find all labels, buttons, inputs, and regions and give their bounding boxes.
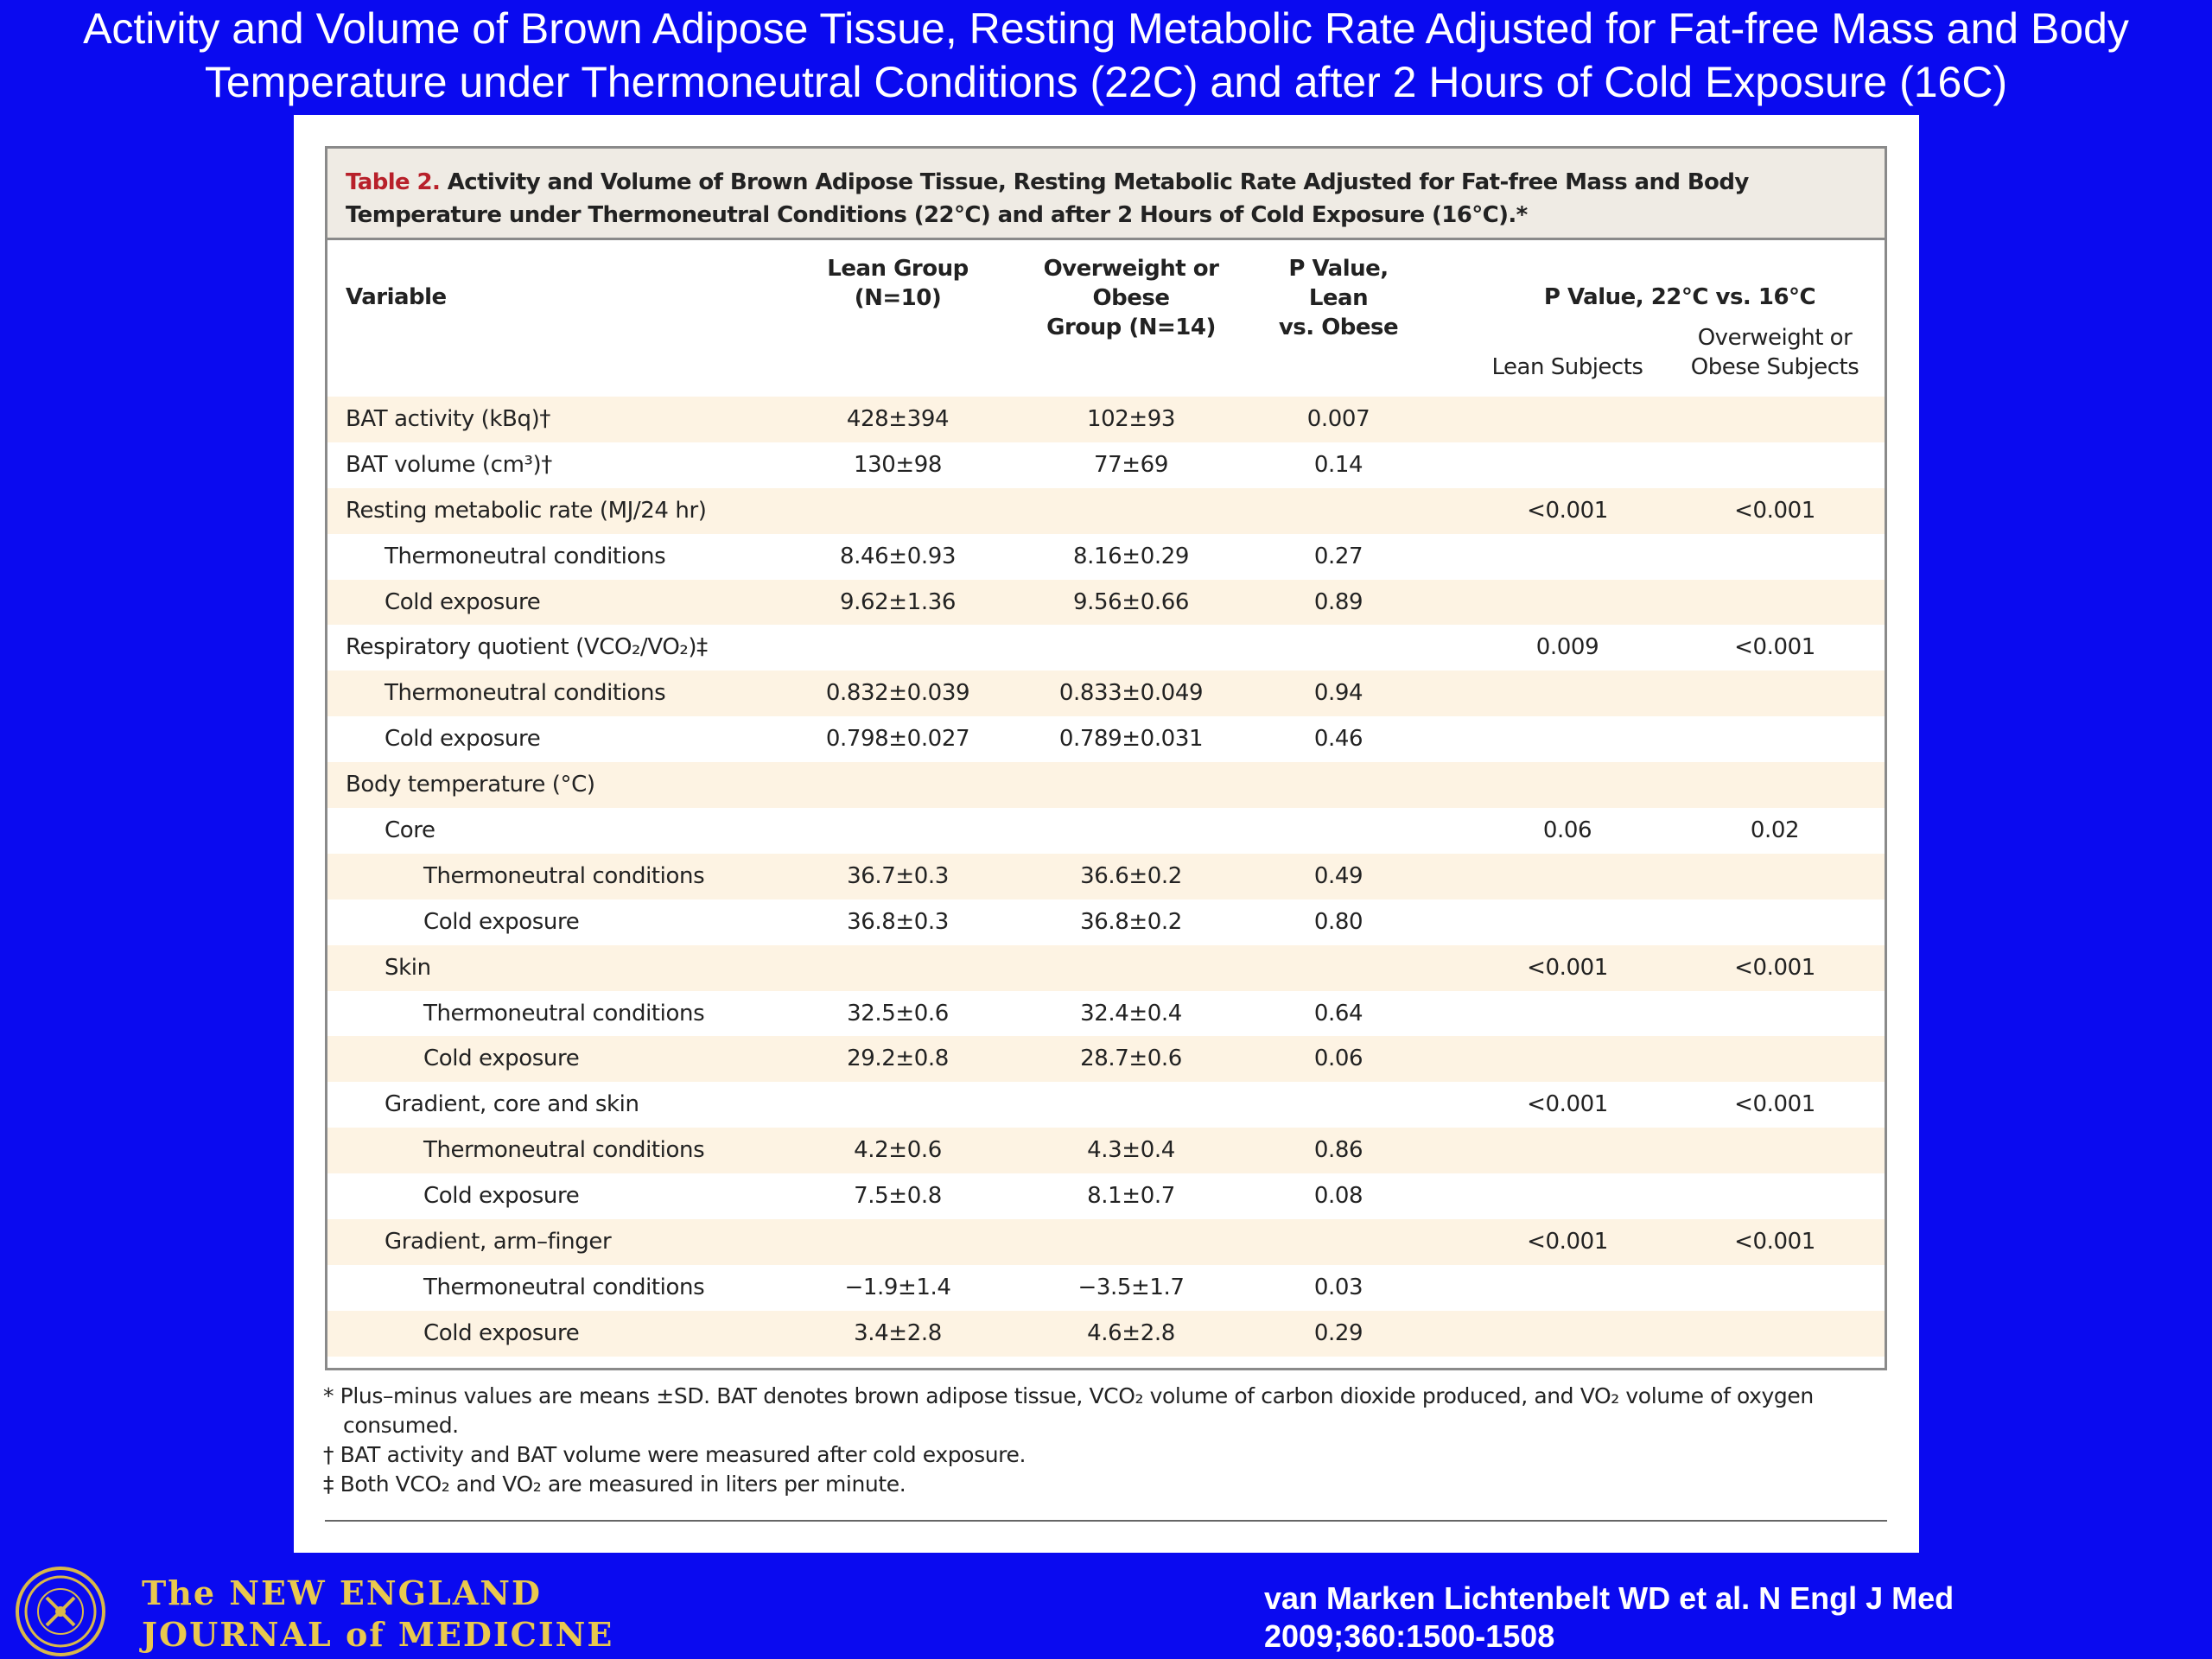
cell-lean-group: 428±394	[846, 406, 950, 432]
cell-p-lean-vs-obese: 0.64	[1313, 1000, 1363, 1027]
table-row	[327, 1082, 1885, 1128]
header-lean-subjects: Lean Subjects	[1491, 354, 1643, 380]
header-pval-line2: vs. Obese	[1278, 315, 1399, 340]
header-lean-group	[803, 254, 993, 313]
row-label: Respiratory quotient (VCO₂/VO₂)‡	[346, 634, 708, 661]
row-label: Cold exposure	[385, 588, 541, 615]
table-row	[327, 1219, 1885, 1265]
cell-p-obese-subjects: <0.001	[1734, 497, 1815, 524]
citation	[1264, 1580, 1954, 1656]
citation-line2: 2009;360:1500-1508	[1264, 1618, 1555, 1654]
footnote-divider	[325, 1520, 1887, 1522]
row-label: BAT volume (cm³)†	[346, 451, 552, 478]
slide-title: Activity and Volume of Brown Adipose Tissue, Resting Metabolic Rate Adjusted for Fat-free Mass and Body Temperature under Thermoneutral Conditions (22C) and after 2 Hours of Cold Exposure (16C)	[83, 4, 2129, 106]
cell-p-obese-subjects: <0.001	[1734, 954, 1815, 981]
cell-p-lean-subjects: <0.001	[1527, 954, 1608, 981]
row-label: Gradient, core and skin	[385, 1091, 639, 1118]
table-body	[327, 397, 1885, 1357]
cell-obese-group: 28.7±0.6	[1080, 1046, 1182, 1072]
table-row	[327, 1311, 1885, 1357]
cell-lean-group: 36.7±0.3	[847, 862, 949, 889]
row-label: Thermoneutral conditions	[385, 680, 666, 707]
header-lean-line2: (N=10)	[854, 285, 942, 311]
table-row	[327, 580, 1885, 626]
journal-seal-icon	[16, 1567, 105, 1656]
cell-obese-group: 32.4±0.4	[1080, 1000, 1182, 1027]
cell-p-obese-subjects: <0.001	[1734, 634, 1815, 661]
row-label: Cold exposure	[423, 1319, 580, 1346]
cell-obese-group: 8.1±0.7	[1087, 1183, 1175, 1210]
cell-p-lean-subjects: 0.009	[1535, 634, 1599, 661]
table-footnotes	[323, 1382, 1870, 1499]
cell-p-lean-vs-obese: 0.14	[1313, 451, 1363, 478]
row-label: Thermoneutral conditions	[423, 1274, 705, 1300]
data-table	[325, 146, 1887, 1370]
cell-obese-group: 4.3±0.4	[1087, 1137, 1175, 1164]
cell-obese-group: 9.56±0.66	[1073, 588, 1189, 615]
table-row	[327, 854, 1885, 899]
header-obese-line1: Overweight or Obese	[1043, 256, 1219, 311]
table-caption-text: Activity and Volume of Brown Adipose Tissue, Resting Metabolic Rate Adjusted for Fat-free Mass and Body Temperature under Thermoneutral Conditions (22°C) and after 2 Hours of Cold Exposure (16°C).*	[346, 169, 1749, 228]
cell-obese-group: 36.8±0.2	[1080, 908, 1182, 935]
journal-brand-line2: JOURNAL of MEDICINE	[142, 1615, 614, 1654]
table-row	[327, 716, 1885, 762]
header-variable: Variable	[346, 284, 447, 310]
table-row	[327, 397, 1885, 442]
table-row	[327, 991, 1885, 1037]
footnote: † BAT activity and BAT volume were measured after cold exposure.	[323, 1442, 1026, 1467]
cell-obese-group: 102±93	[1086, 406, 1176, 432]
cell-p-obese-subjects: 0.02	[1750, 817, 1800, 844]
row-label: Core	[385, 817, 435, 844]
cell-lean-group: 0.832±0.039	[825, 680, 970, 707]
cell-obese-group: 8.16±0.29	[1073, 543, 1189, 569]
row-label: Thermoneutral conditions	[423, 862, 705, 889]
cell-obese-group: 4.6±2.8	[1087, 1319, 1175, 1346]
cell-p-lean-subjects: <0.001	[1527, 497, 1608, 524]
cell-p-lean-vs-obese: 0.007	[1306, 406, 1370, 432]
row-label: Cold exposure	[423, 1046, 580, 1072]
cell-lean-group: 29.2±0.8	[847, 1046, 949, 1072]
cell-obese-group: 36.6±0.2	[1080, 862, 1182, 889]
cell-obese-group: 0.833±0.049	[1058, 680, 1204, 707]
cell-p-obese-subjects: <0.001	[1734, 1091, 1815, 1118]
header-obese-line2: Group (N=14)	[1046, 315, 1216, 340]
row-label: Thermoneutral conditions	[423, 1000, 705, 1027]
table-row	[327, 442, 1885, 488]
cell-p-lean-vs-obese: 0.94	[1313, 680, 1363, 707]
cell-p-lean-vs-obese: 0.89	[1313, 588, 1363, 615]
cell-p-lean-vs-obese: 0.27	[1313, 543, 1363, 569]
table-caption	[327, 149, 1885, 240]
row-label: Skin	[385, 954, 431, 981]
cell-obese-group: −3.5±1.7	[1077, 1274, 1185, 1300]
cell-lean-group: 130±98	[853, 451, 943, 478]
table-row	[327, 1128, 1885, 1173]
table-header	[327, 240, 1885, 397]
cell-p-lean-vs-obese: 0.08	[1313, 1183, 1363, 1210]
row-label: Thermoneutral conditions	[385, 543, 666, 569]
row-label: Gradient, arm–finger	[385, 1229, 612, 1255]
row-label: Resting metabolic rate (MJ/24 hr)	[346, 497, 707, 524]
cell-p-obese-subjects: <0.001	[1734, 1229, 1815, 1255]
cell-lean-group: 4.2±0.6	[854, 1137, 942, 1164]
cell-lean-group: 3.4±2.8	[854, 1319, 942, 1346]
cell-lean-group: −1.9±1.4	[844, 1274, 951, 1300]
header-obese-subjects-line2: Obese Subjects	[1690, 354, 1859, 380]
cell-p-lean-vs-obese: 0.80	[1313, 908, 1363, 935]
footnote: ‡ Both VCO₂ and VO₂ are measured in liters per minute.	[323, 1471, 906, 1497]
cell-p-lean-vs-obese: 0.46	[1313, 726, 1363, 753]
cell-lean-group: 36.8±0.3	[847, 908, 949, 935]
cell-p-lean-vs-obese: 0.49	[1313, 862, 1363, 889]
journal-brand	[142, 1573, 613, 1656]
header-p-lean-obese	[1256, 254, 1421, 342]
cell-obese-group: 0.789±0.031	[1058, 726, 1204, 753]
cell-p-lean-subjects: 0.06	[1542, 817, 1592, 844]
header-p-temperature: P Value, 22°C vs. 16°C	[1543, 284, 1816, 310]
cell-p-lean-subjects: <0.001	[1527, 1229, 1608, 1255]
table-panel	[294, 115, 1919, 1553]
table-row	[327, 1265, 1885, 1311]
row-label: Cold exposure	[423, 1183, 580, 1210]
table-number: Table 2.	[346, 169, 441, 195]
table-row	[327, 808, 1885, 854]
table-row	[327, 899, 1885, 945]
header-obese-subjects-line1: Overweight or	[1697, 325, 1853, 351]
table-row	[327, 945, 1885, 991]
table-row	[327, 762, 1885, 808]
table-row	[327, 1173, 1885, 1219]
cell-p-lean-vs-obese: 0.03	[1313, 1274, 1363, 1300]
header-obese-group	[1019, 254, 1243, 342]
cell-lean-group: 9.62±1.36	[840, 588, 956, 615]
header-pval-line1: P Value, Lean	[1288, 256, 1389, 311]
cell-p-lean-subjects: <0.001	[1527, 1091, 1608, 1118]
cell-p-lean-vs-obese: 0.29	[1313, 1319, 1363, 1346]
journal-brand-line1: The NEW ENGLAND	[142, 1573, 542, 1612]
table-row	[327, 671, 1885, 716]
cell-p-lean-vs-obese: 0.06	[1313, 1046, 1363, 1072]
table-row	[327, 625, 1885, 671]
row-label: Cold exposure	[385, 726, 541, 753]
table-row	[327, 1036, 1885, 1082]
citation-line1: van Marken Lichtenbelt WD et al. N Engl J Med	[1264, 1580, 1955, 1616]
table-row	[327, 488, 1885, 534]
footnote: * Plus–minus values are means ±SD. BAT denotes brown adipose tissue, VCO₂ volume of carbon dioxide produced, and VO₂ volume of oxygen consumed.	[323, 1383, 1814, 1438]
cell-lean-group: 7.5±0.8	[854, 1183, 942, 1210]
row-label: Body temperature (°C)	[346, 772, 595, 798]
row-label: Cold exposure	[423, 908, 580, 935]
cell-lean-group: 0.798±0.027	[825, 726, 970, 753]
row-label: BAT activity (kBq)†	[346, 406, 550, 432]
header-obese-subjects	[1684, 323, 1866, 382]
cell-lean-group: 32.5±0.6	[847, 1000, 949, 1027]
cell-p-lean-vs-obese: 0.86	[1313, 1137, 1363, 1164]
cell-lean-group: 8.46±0.93	[840, 543, 956, 569]
cell-obese-group: 77±69	[1094, 451, 1168, 478]
row-label: Thermoneutral conditions	[423, 1137, 705, 1164]
header-lean-line1: Lean Group	[827, 256, 969, 282]
table-row	[327, 534, 1885, 580]
